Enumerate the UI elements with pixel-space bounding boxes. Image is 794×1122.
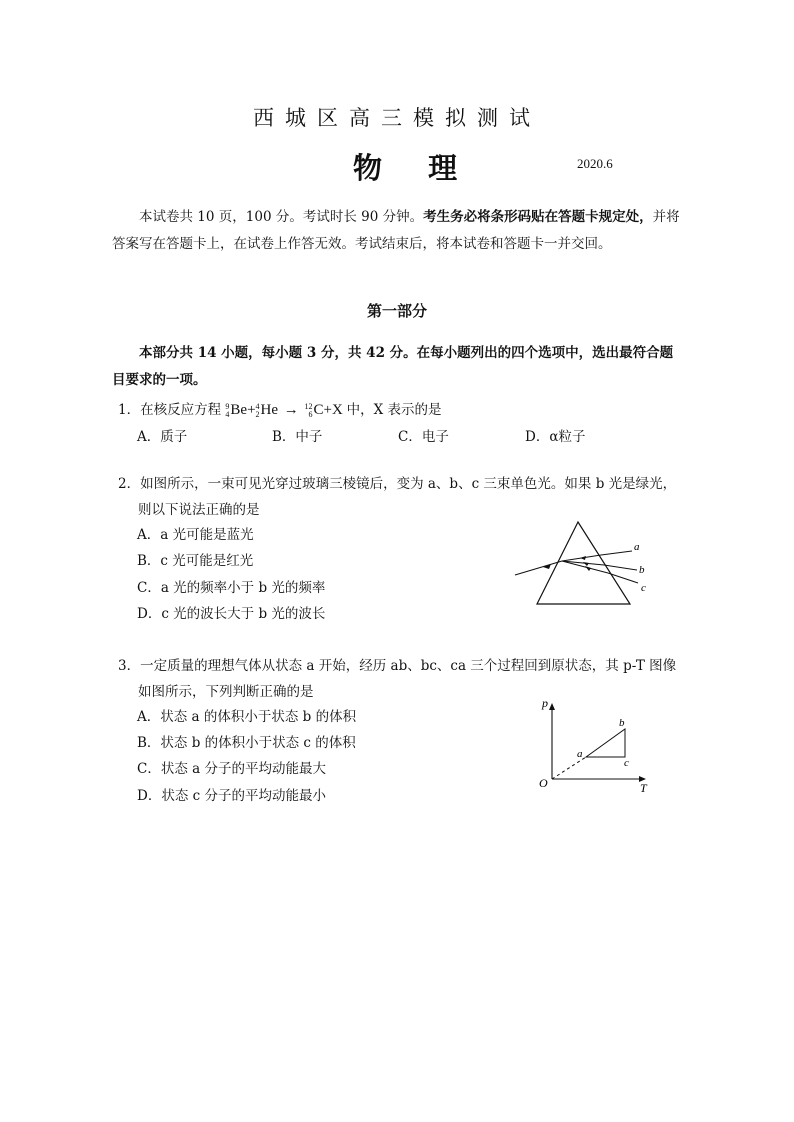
- reaction-arrow: →: [283, 402, 299, 418]
- ray-b-arrow: [583, 562, 589, 566]
- question-3-line-2: 如图所示，下列判断正确的是: [138, 684, 314, 700]
- label-b: b: [639, 564, 645, 576]
- label-a: a: [634, 541, 640, 553]
- q3-option-b[interactable]: [137, 730, 356, 756]
- extension-line: [552, 757, 586, 779]
- plus-sign-1: +: [247, 402, 256, 418]
- question-3-number: 3．: [118, 658, 141, 674]
- question-1-stem-suffix: 中，X 表示的是: [346, 402, 442, 418]
- option-text: 质子: [160, 429, 188, 445]
- q1-option-c[interactable]: [398, 424, 449, 450]
- q1-option-d[interactable]: [525, 424, 585, 450]
- label-t: T: [640, 781, 647, 795]
- section-instructions: 本部分共 14 小题，每小题 3 分，共 42 分。在每小题列出的四个选项中，选出最符合题目要求的一项。: [112, 345, 674, 388]
- intro-text-before: 本试卷共 10 页，100 分。考试时长 90 分钟。: [139, 209, 424, 225]
- section-title: 第一部分: [366, 302, 427, 320]
- label-p: p: [542, 696, 548, 710]
- option-letter: C．: [398, 429, 422, 445]
- question-2: [118, 471, 698, 523]
- c-mass: 12: [304, 401, 313, 411]
- option-letter: A．: [137, 429, 161, 445]
- option-text: 状态 c 分子的平均动能最小: [161, 788, 326, 804]
- q3-option-d[interactable]: [137, 783, 326, 809]
- exam-instructions: [112, 204, 686, 258]
- he-charge: 2: [255, 409, 260, 419]
- c-charge: 6: [308, 409, 313, 419]
- question-1: [118, 397, 698, 423]
- ray-b-out: [604, 565, 637, 570]
- ray-a-arrow: [580, 556, 586, 560]
- option-letter: B．: [272, 429, 296, 445]
- q2-option-c[interactable]: [137, 575, 325, 601]
- question-1-stem-prefix: 在核反应方程: [140, 402, 222, 418]
- label-state-b: b: [619, 717, 625, 729]
- prism-figure: [510, 518, 670, 610]
- label-c: c: [641, 582, 646, 594]
- ray-c-arrow: [585, 566, 591, 571]
- option-text: a 光可能是蓝光: [160, 527, 254, 543]
- nuclear-equation: [225, 402, 346, 418]
- page-title: 西城区高三模拟测试: [253, 106, 541, 130]
- option-letter: C．: [137, 761, 161, 777]
- intro-text-after: 并将答案写在答题卡上，在试卷上作答无效。考试结束后，将本试卷和答题卡一并交回。: [112, 209, 680, 252]
- c-symbol: C: [313, 402, 324, 418]
- cycle-triangle: [586, 729, 625, 757]
- question-3-stem: 一定质量的理想气体从状态 a 开始，经历 ab、bc、ca 三个过程回到原状态，其 p-T 图像: [140, 658, 677, 674]
- q2-option-d[interactable]: [137, 601, 325, 627]
- question-3-line-1: [118, 653, 698, 679]
- x-symbol: X: [332, 402, 343, 418]
- option-text: 电子: [421, 429, 449, 445]
- question-1-number: 1．: [118, 402, 141, 418]
- option-text: c 光的波长大于 b 光的波长: [161, 606, 326, 622]
- he-mass: 4: [255, 401, 260, 411]
- option-letter: D．: [525, 429, 550, 445]
- ray-c-out: [608, 573, 638, 583]
- option-text: 状态 a 分子的平均动能最大: [160, 761, 326, 777]
- exam-date: 2020.6: [577, 156, 613, 171]
- option-text: α粒子: [549, 429, 586, 445]
- option-letter: D．: [137, 788, 162, 804]
- q2-option-a[interactable]: [137, 522, 254, 548]
- option-text: c 光可能是红光: [160, 553, 254, 569]
- option-letter: C．: [137, 580, 161, 596]
- question-2-number: 2．: [118, 476, 141, 492]
- option-letter: D．: [137, 606, 162, 622]
- intro-text-bold: 考生务必将条形码贴在答题卡规定处，: [423, 209, 653, 225]
- option-text: 状态 b 的体积小于状态 c 的体积: [160, 735, 356, 751]
- q1-option-a[interactable]: [137, 424, 187, 450]
- label-origin: O: [539, 776, 548, 790]
- q2-option-b[interactable]: [137, 548, 253, 574]
- he-symbol: He: [260, 402, 279, 418]
- subject-title: 物 理: [353, 151, 476, 185]
- option-letter: B．: [137, 553, 161, 569]
- q3-option-c[interactable]: [137, 756, 326, 782]
- label-state-a: a: [577, 748, 583, 760]
- be-symbol: Be: [230, 402, 248, 418]
- plus-sign-2: +: [323, 402, 333, 418]
- label-state-c: c: [624, 757, 629, 769]
- option-letter: A．: [137, 527, 161, 543]
- option-letter: B．: [137, 735, 161, 751]
- q3-option-a[interactable]: [137, 704, 356, 730]
- option-text: 状态 a 的体积小于状态 b 的体积: [160, 709, 357, 725]
- question-2-line-1: [118, 471, 698, 497]
- be-charge: 4: [225, 409, 230, 419]
- ray-a-out: [601, 551, 632, 555]
- pt-graph-figure: [530, 695, 660, 795]
- option-text: a 光的频率小于 b 光的频率: [160, 580, 326, 596]
- p-axis-arrow: [549, 703, 555, 710]
- q1-option-b[interactable]: [272, 424, 322, 450]
- be-mass: 9: [225, 401, 230, 411]
- option-letter: A．: [137, 709, 161, 725]
- option-text: 中子: [295, 429, 323, 445]
- question-2-stem: 如图所示，一束可见光穿过玻璃三棱镜后，变为 a、b、c 三束单色光。如果 b 光是绿光，: [140, 476, 677, 492]
- question-2-line-2: 则以下说法正确的是: [138, 502, 260, 518]
